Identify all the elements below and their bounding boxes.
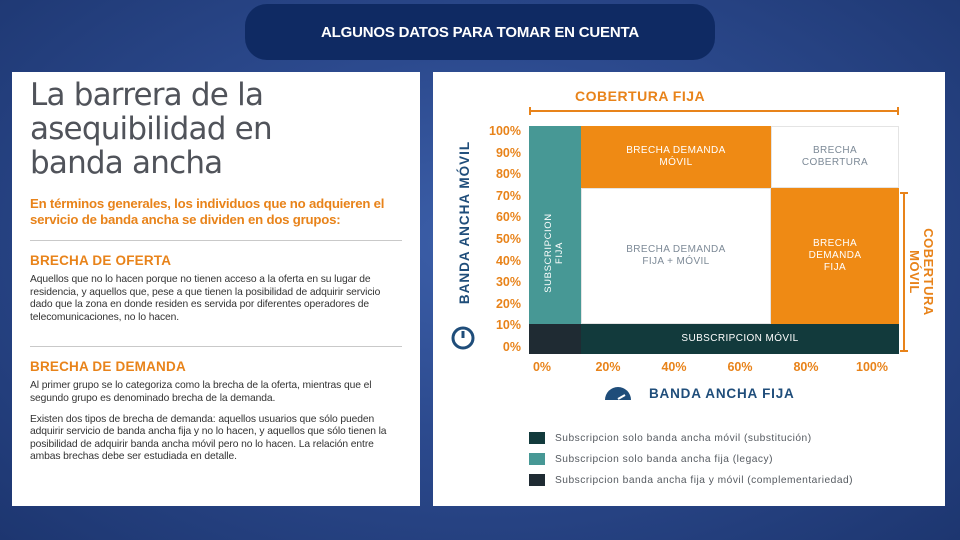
- left-infographic-panel: [12, 72, 420, 506]
- legend-label: Subscripcion solo banda ancha móvil (substitución): [555, 432, 812, 444]
- legend-label: Subscripcion solo banda ancha fija (legacy): [555, 453, 774, 465]
- heading-line-1: La barrera de la: [30, 77, 264, 113]
- cell-brecha-demanda-fija: BRECHA DEMANDA FIJA: [771, 188, 899, 324]
- y-tick-label: 50%: [495, 232, 521, 246]
- y-tick-label: 20%: [495, 296, 521, 311]
- y-tick-label: 30%: [495, 275, 521, 290]
- legend-swatch: [529, 432, 545, 444]
- heading-line-2: asequibilidad en: [30, 111, 272, 147]
- slide-title: ALGUNOS DATOS PARA TOMAR EN CUENTA: [245, 4, 715, 60]
- cell-subscripcion-movil: SUBSCRIPCION MÓVIL: [581, 324, 899, 354]
- legend-item: [529, 432, 812, 444]
- top-axis-label: COBERTURA FIJA: [575, 88, 706, 104]
- top-bracket-line: [529, 110, 899, 112]
- divider: [30, 346, 402, 347]
- section-title-demanda: BRECHA DE DEMANDA: [30, 359, 186, 375]
- legend-swatch: [529, 453, 545, 465]
- section-body-demanda-2: Existen dos tipos de brecha de demanda: aquellos usuarios que sólo pueden adquirir servicio de banda ancha fija y no lo hacen, y aquellos que sólo tienen la posibilidad de adquirir banda ancha móvil pero no lo hacen. La relación entre ambas brechas debe ser estudiada en detalle.: [30, 413, 387, 463]
- subscripcion-fija-label: SUBSCRIPCION FIJA: [543, 213, 565, 293]
- bottom-axis-label: BANDA ANCHA FIJA: [649, 386, 795, 401]
- section-body-demanda-1: Al primer grupo se lo categoriza como la brecha de la oferta, mientras que el segundo grupo es denominado brecha de la demanda.: [30, 380, 372, 404]
- divider: [30, 240, 402, 241]
- legend-label: Subscripcion banda ancha fija y móvil (complementariedad): [555, 474, 854, 486]
- y-tick-label: 60%: [495, 210, 521, 225]
- x-tick-label: 60%: [727, 360, 753, 374]
- cell-brecha-demanda-movil: BRECHA DEMANDA MÓVIL: [581, 126, 771, 188]
- y-tick-label: 0%: [502, 340, 521, 354]
- y-tick-label: 10%: [495, 318, 521, 333]
- cell-corner-both: [529, 324, 581, 354]
- x-tick-label: 0%: [532, 360, 552, 374]
- x-tick-label: 100%: [856, 360, 888, 374]
- y-tick-label: 90%: [495, 145, 521, 160]
- right-axis-label: COBERTURA MÓVIL: [907, 228, 936, 316]
- y-tick-label: 70%: [495, 188, 521, 203]
- right-diagram-panel: [433, 72, 945, 506]
- x-tick-label: 80%: [793, 360, 819, 374]
- x-tick-label: 40%: [661, 360, 687, 374]
- heading-line-3: banda ancha: [30, 145, 223, 181]
- speedometer-icon: [603, 380, 633, 400]
- y-tick-label: 80%: [495, 167, 521, 182]
- left-axis-label: BANDA ANCHA MÓVIL: [457, 140, 473, 304]
- section-title-oferta: BRECHA DE OFERTA: [30, 253, 172, 268]
- y-tick-label: 40%: [495, 253, 521, 268]
- y-tick-label: 100%: [489, 124, 521, 138]
- section-body-oferta: Aquellos que no lo hacen porque no tienen acceso a la oferta en su lugar de residencia, y aquellos que, pese a que tienen la posibilidad de adquirir servicio dado que la zona en donde residen es servida por diferentes operadores de telecomunicaciones, no lo hacen.: [30, 274, 381, 323]
- cell-brecha-demanda-fija-movil: BRECHA DEMANDA FIJA + MÓVIL: [581, 188, 771, 324]
- intro-text: En términos generales, los individuos que no adquieren el servicio de banda ancha se dividen en dos grupos:: [30, 196, 385, 227]
- x-tick-label: 20%: [595, 360, 621, 374]
- legend-item: [529, 474, 853, 486]
- main-heading: [30, 78, 402, 180]
- legend-swatch: [529, 474, 545, 486]
- legend-item: [529, 453, 773, 465]
- gauge-icon: [451, 326, 475, 350]
- cell-brecha-cobertura: BRECHA COBERTURA: [771, 126, 899, 188]
